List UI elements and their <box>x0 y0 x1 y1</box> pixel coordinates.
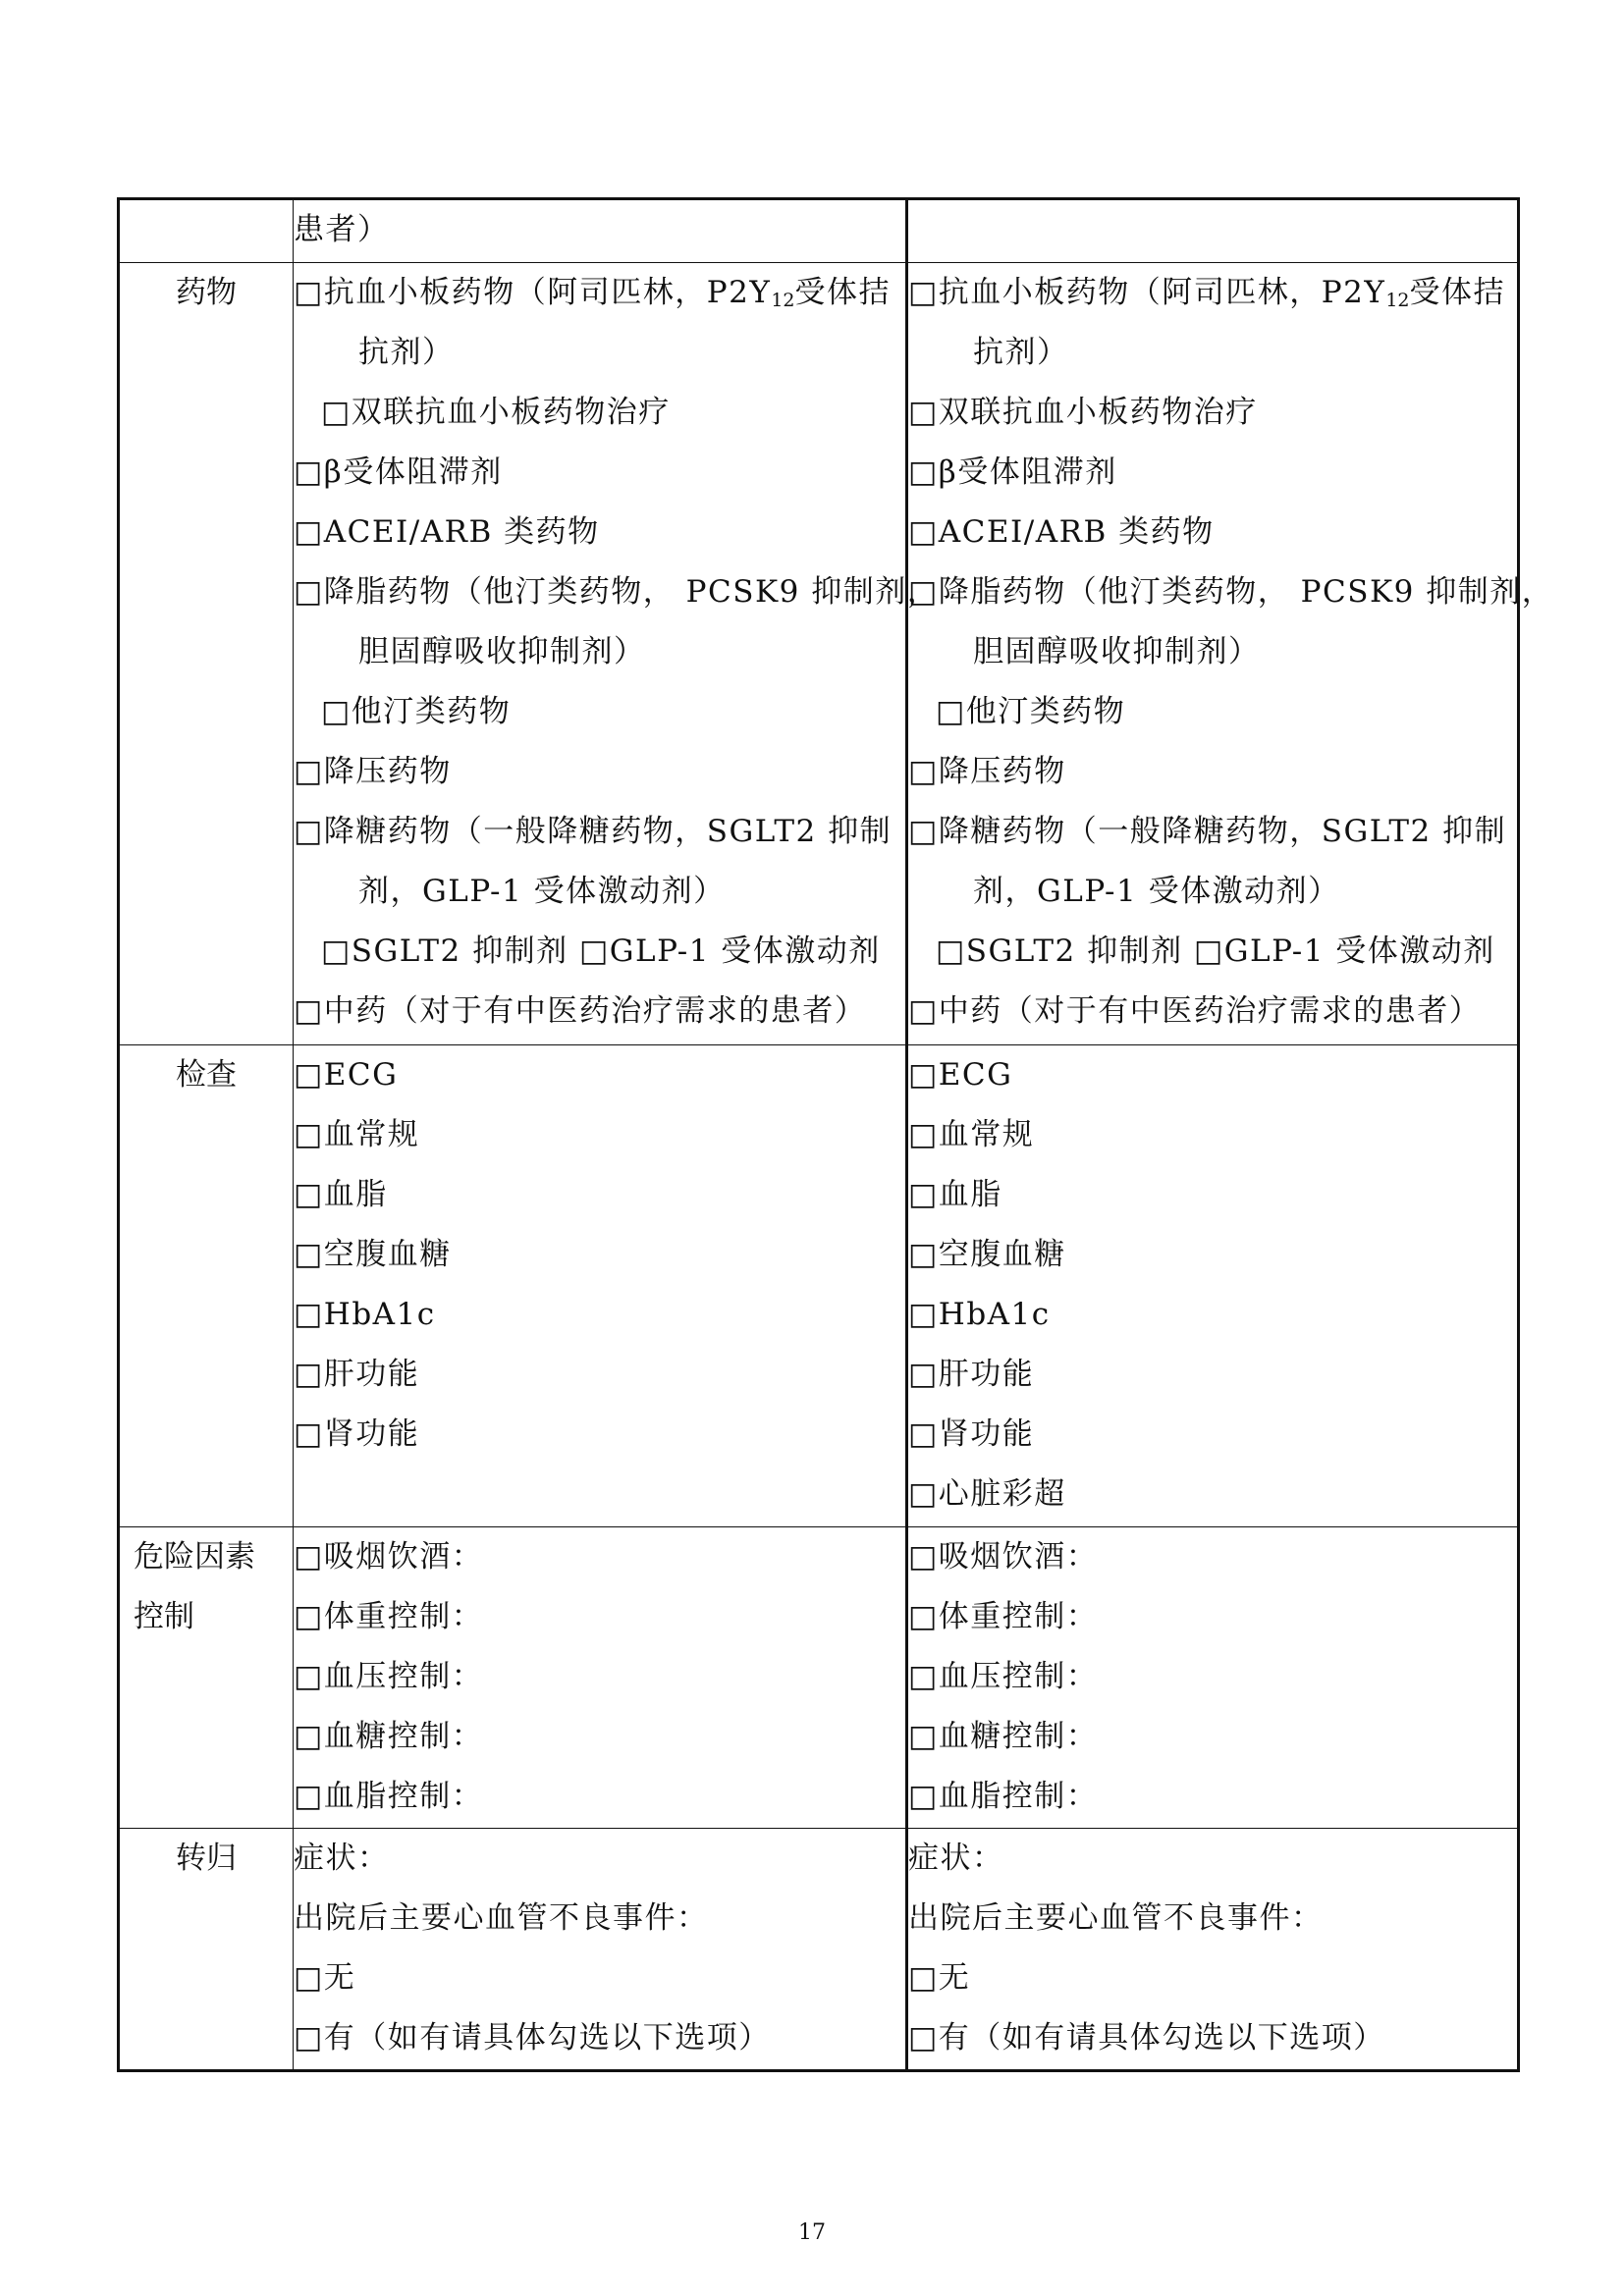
checklist-line[interactable] <box>294 1285 905 1345</box>
checklist-line <box>908 1829 1517 1889</box>
checklist-line[interactable] <box>294 2008 905 2068</box>
line-text: □降压药物 <box>294 754 452 790</box>
line-text: □ECG <box>908 1057 1013 1094</box>
left-column-cell <box>294 1526 907 1828</box>
checklist-line[interactable] <box>294 1225 905 1285</box>
checklist-line[interactable] <box>908 1527 1517 1587</box>
checklist-line[interactable] <box>908 1767 1517 1827</box>
line-text: □HbA1c <box>294 1297 436 1333</box>
table-row <box>119 1526 1519 1828</box>
checklist-line <box>294 1889 905 1949</box>
checklist-line[interactable] <box>908 562 1554 622</box>
category-label: 药物 <box>176 275 237 311</box>
line-text: □血脂 <box>908 1177 1002 1213</box>
line-text: □有（如有请具体勾选以下选项） <box>908 2020 1385 2056</box>
line-text: 剂，GLP-1 受体激动剂） <box>973 874 1340 910</box>
checklist-line[interactable] <box>908 1045 1517 1105</box>
checklist-line[interactable] <box>294 1647 905 1707</box>
line-text: □血脂控制： <box>908 1778 1099 1814</box>
checklist-line[interactable] <box>908 1165 1517 1225</box>
checklist-line[interactable] <box>294 1405 905 1465</box>
line-text: 出院后主要心血管不良事件： <box>908 1900 1324 1937</box>
line-text: □空腹血糖 <box>294 1237 452 1273</box>
line-text: 剂，GLP-1 受体激动剂） <box>358 874 726 910</box>
checklist-line[interactable] <box>294 1045 905 1105</box>
line-text: □抗血小板药物（阿司匹林，P2Y <box>908 275 1386 311</box>
line-text: □降糖药物（一般降糖药物，SGLT2 抑制 <box>294 814 893 850</box>
line-text: □中药（对于有中医药治疗需求的患者） <box>908 993 1482 1030</box>
right-column-cell <box>907 199 1519 263</box>
table-body <box>119 199 1554 2071</box>
checklist-line[interactable] <box>908 1105 1517 1165</box>
line-text: □肝功能 <box>294 1357 420 1393</box>
line-text: □HbA1c <box>908 1297 1051 1333</box>
line-text: □血压控制： <box>294 1658 484 1694</box>
checklist-line[interactable] <box>294 443 905 503</box>
table-row <box>119 1045 1519 1527</box>
checklist-line[interactable] <box>294 982 905 1041</box>
checklist-line[interactable] <box>294 1527 905 1587</box>
line-text: □肾功能 <box>908 1416 1035 1453</box>
line-text: □β受体阻滞剂 <box>294 454 503 491</box>
line-text: □无 <box>908 1960 971 1997</box>
line-text: 抗剂） <box>358 335 455 371</box>
line-text: □SGLT2 抑制剂 □GLP-1 受体激动剂 <box>936 934 1495 970</box>
checklist-line <box>908 323 1517 383</box>
checklist-line[interactable] <box>908 1707 1517 1767</box>
checklist-line <box>908 1889 1517 1949</box>
line-text: □心脏彩超 <box>908 1476 1066 1513</box>
checklist-line[interactable] <box>294 802 905 862</box>
line-text: □β受体阻滞剂 <box>908 454 1117 491</box>
checklist-line[interactable] <box>294 1767 905 1827</box>
line-text: □血脂 <box>294 1177 388 1213</box>
checklist-line[interactable] <box>908 1345 1517 1405</box>
checklist-line[interactable] <box>908 1465 1517 1524</box>
line-text: 患者） <box>294 212 390 247</box>
right-column-cell <box>907 1829 1519 2071</box>
checklist-line[interactable] <box>294 383 905 443</box>
line-text: 出院后主要心血管不良事件： <box>294 1900 709 1937</box>
line-text: □吸烟饮酒： <box>908 1538 1099 1575</box>
checklist-line[interactable] <box>294 742 905 802</box>
checklist-line[interactable] <box>294 1345 905 1405</box>
checklist-line[interactable] <box>908 1225 1517 1285</box>
checklist-line[interactable] <box>908 982 1517 1041</box>
line-text: □ACEI/ARB 类药物 <box>294 514 600 551</box>
category-label: 转归 <box>176 1841 237 1877</box>
checklist-line[interactable] <box>294 682 905 742</box>
row-category <box>119 1526 294 1828</box>
follow-up-table <box>117 197 1554 2072</box>
line-text: □血常规 <box>294 1117 420 1153</box>
line-tail-text: 受体拮 <box>794 275 892 311</box>
line-text: □吸烟饮酒： <box>294 1538 484 1575</box>
row-category <box>119 1045 294 1527</box>
line-text: 胆固醇吸收抑制剂） <box>358 634 646 670</box>
line-text: □血糖控制： <box>294 1718 484 1754</box>
category-label: 检查 <box>176 1057 237 1094</box>
table-row <box>119 1829 1519 2071</box>
checklist-line[interactable] <box>908 383 1517 443</box>
checklist-line[interactable] <box>294 922 905 982</box>
left-column-cell <box>294 263 940 1045</box>
left-column-cell <box>294 1829 907 2071</box>
line-text: □降糖药物（一般降糖药物，SGLT2 抑制 <box>908 814 1507 850</box>
right-column-cell <box>907 1045 1519 1527</box>
line-text: □血糖控制： <box>908 1718 1099 1754</box>
checklist-line[interactable] <box>908 802 1517 862</box>
row-category <box>119 199 294 263</box>
right-column-cell <box>907 263 1554 1045</box>
line-text: □降压药物 <box>908 754 1066 790</box>
line-text: □双联抗血小板药物治疗 <box>908 395 1258 431</box>
checklist-line <box>294 862 905 922</box>
checklist-line[interactable] <box>294 1105 905 1165</box>
checklist-line <box>908 622 1517 682</box>
line-text: 症状： <box>908 1841 1004 1877</box>
left-column-cell <box>294 199 907 263</box>
table-row <box>119 263 1519 1045</box>
row-category <box>119 263 294 1045</box>
checklist-line[interactable] <box>294 562 940 622</box>
line-text: □ACEI/ARB 类药物 <box>908 514 1215 551</box>
line-text: □ECG <box>294 1057 399 1094</box>
line-text: □抗血小板药物（阿司匹林，P2Y <box>294 275 772 311</box>
checklist-line[interactable] <box>294 1949 905 2008</box>
line-text: □中药（对于有中医药治疗需求的患者） <box>294 993 867 1030</box>
checklist-line[interactable] <box>294 1707 905 1767</box>
checklist-line[interactable] <box>294 503 905 562</box>
table-row <box>119 199 1519 263</box>
checklist-line <box>908 862 1517 922</box>
line-text: □肝功能 <box>908 1357 1035 1393</box>
line-text: □他汀类药物 <box>936 694 1126 730</box>
checklist-line <box>294 1829 905 1889</box>
line-text: □SGLT2 抑制剂 □GLP-1 受体激动剂 <box>321 934 881 970</box>
subscript-text: 12 <box>1385 290 1410 312</box>
line-text: □空腹血糖 <box>908 1237 1066 1273</box>
checklist-line[interactable] <box>908 922 1517 982</box>
line-text: □降脂药物（他汀类药物， PCSK9 抑制剂， <box>294 574 940 611</box>
line-text: □血脂控制： <box>294 1778 484 1814</box>
line-text: □有（如有请具体勾选以下选项） <box>294 2020 771 2056</box>
checklist-line <box>294 622 905 682</box>
line-text: 胆固醇吸收抑制剂） <box>973 634 1261 670</box>
subscript-text: 12 <box>771 290 795 312</box>
right-column-cell <box>907 1526 1519 1828</box>
line-text: □血常规 <box>908 1117 1035 1153</box>
row-category <box>119 1829 294 2071</box>
checklist-line[interactable] <box>294 1165 905 1225</box>
checklist-line[interactable] <box>908 1587 1517 1647</box>
line-text: □体重控制： <box>294 1598 484 1634</box>
line-text: □无 <box>294 1960 356 1997</box>
category-label: 控制 <box>134 1598 194 1634</box>
checklist-line[interactable] <box>908 1647 1517 1707</box>
line-text: □血压控制： <box>908 1658 1099 1694</box>
checklist-line[interactable] <box>908 1285 1517 1345</box>
checklist-line[interactable] <box>908 503 1517 562</box>
line-tail-text: 受体拮 <box>1409 275 1506 311</box>
checklist-line[interactable] <box>908 682 1517 742</box>
checklist-line[interactable] <box>908 443 1517 503</box>
line-text: 症状： <box>294 1841 390 1877</box>
checklist-line[interactable] <box>294 1587 905 1647</box>
line-text: 抗剂） <box>973 335 1069 371</box>
checklist-line <box>294 323 905 383</box>
checklist-line[interactable] <box>908 2008 1517 2068</box>
checklist-line[interactable] <box>908 263 1517 323</box>
checklist-line[interactable] <box>908 742 1517 802</box>
checklist-line[interactable] <box>908 1405 1517 1465</box>
checklist-line[interactable] <box>294 263 905 323</box>
page-number: 17 <box>798 2220 826 2245</box>
line-text: □肾功能 <box>294 1416 420 1453</box>
line-text: □他汀类药物 <box>321 694 512 730</box>
line-text: □体重控制： <box>908 1598 1099 1634</box>
left-column-cell <box>294 1045 907 1527</box>
line-text: □双联抗血小板药物治疗 <box>321 395 671 431</box>
checklist-line[interactable] <box>908 1949 1517 2008</box>
checklist-line <box>294 200 905 260</box>
category-label: 危险因素 <box>134 1538 255 1575</box>
line-text: □降脂药物（他汀类药物， PCSK9 抑制剂， <box>908 574 1554 611</box>
